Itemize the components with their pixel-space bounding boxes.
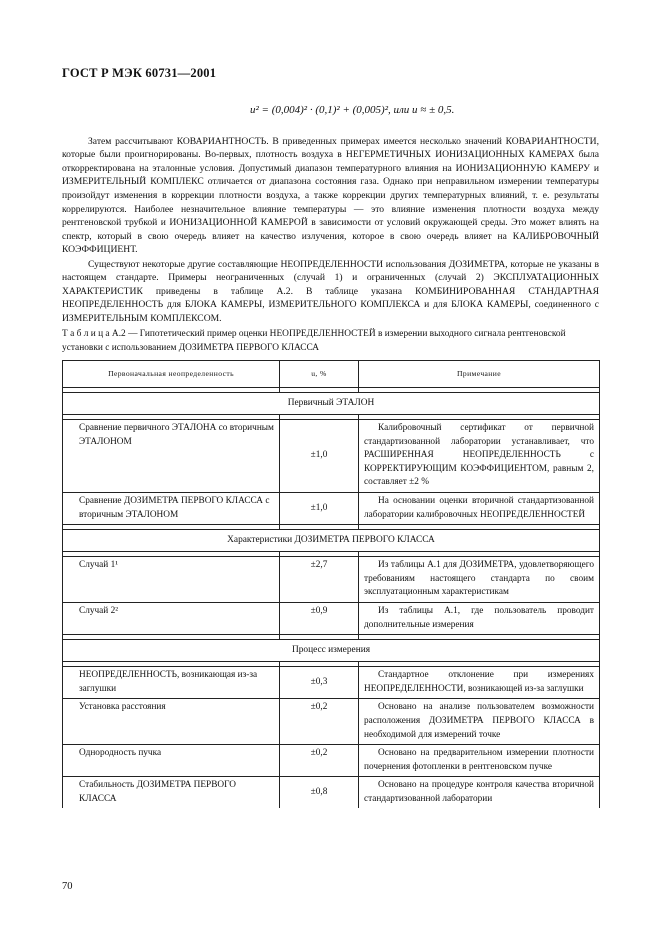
page-number: 70 [62,881,73,892]
table-row [63,420,600,493]
uncertainty-formula: u² = (0,004)² · (0,1)² + (0,005)², или u ≈ ± 0,5. [250,104,455,116]
row-name: Случай 1¹ [63,557,280,603]
header-initial-uncertainty: Первоначальная неопределенность [63,361,280,388]
row-name: Случай 2² [63,602,280,634]
table-header-row [63,361,600,388]
row-u-value: ±0,9 [280,602,359,634]
row-u-value: ±0,2 [280,699,359,745]
row-note: Основано на процедуре контроля качества вторичной стандартизованной лаборатории [359,777,600,809]
table-row [63,557,600,603]
row-note: Калибровочный сертификат от первичной стандартизованной лаборатории устанавливает, что РАСШИРЕННАЯ НЕОПРЕДЕЛЕННОСТЬ с КОРРЕКТИРУЮЩИМ КОЭФФИЦИЕНТОМ, равным 2, составляет ±2 % [359,420,600,493]
row-u-value: ±1,0 [280,492,359,524]
row-name: Стабильность ДОЗИМЕТРА ПЕРВОГО КЛАССА [63,777,280,809]
row-name: Однородность пучка [63,745,280,777]
table-caption: Т а б л и ц а А.2 — Гипотетический пример оценки НЕОПРЕДЕЛЕННОСТЕЙ в измерении выходного сигнала рентгеновской установки с использованием ДОЗИМЕТРА ПЕРВОГО КЛАССА [62,329,566,353]
row-note: Основано на предварительном измерении плотности почернения фотопленки в рентгеновском пучке [359,745,600,777]
row-u-value: ±1,0 [280,420,359,493]
row-name: Сравнение ДОЗИМЕТРА ПЕРВОГО КЛАССА с вторичным ЭТАЛОНОМ [63,492,280,524]
header-note: Примечание [359,361,600,388]
row-note: Основано на анализе пользователем возможности расположения ДОЗИМЕТРА ПЕРВОГО КЛАССА в необходимой для измерений точке [359,699,600,745]
row-u-value: ±2,7 [280,557,359,603]
table-row [63,492,600,524]
table-row [63,777,600,809]
section-row-measurement-process [63,640,600,662]
row-note: На основании оценки вторичной стандартизованной лаборатории калибровочных НЕОПРЕДЕЛЕННОСТЕЙ [359,492,600,524]
section-title: Характеристики ДОЗИМЕТРА ПЕРВОГО КЛАССА [63,530,600,552]
section-row-primary-standard [63,393,600,415]
paragraph-covariance: Затем рассчитывают КОВАРИАНТНОСТЬ. В приведенных примерах имеется несколько значений КОВАРИАНТНОСТИ, которые были проигнорированы. Во-первых, плотность воздуха в НЕГЕРМЕТИЧНЫХ ИОНИЗАЦИОННЫХ КАМЕРАХ была откорректирована на эталонные условия. Допустимый диапазон температурного влияния на ИОНИЗАЦИОННУЮ КАМЕРУ и ИЗМЕРИТЕЛЬНЫЙ КОМПЛЕКС отличается от диапазона состояния газа. Однако при неправильном измерении температуры произойдут изменения в коррекции плотности воздуха, а также коррекции других температурных влияний, т. е. результаты коррелируются. Наиболее незначительное влияние температуры — это влияние изменения плотности воздуха между рентгеновской трубкой и ИОНИЗАЦИОННОЙ КАМЕРОЙ в зависимости от условий окружающей среды. Это может влиять на спектр, который в свою очередь влияет на качество излучения, которое в свою очередь влияет на КАЛИБРОВОЧНЫЙ КОЭФФИЦИЕНТ. [62,135,599,256]
row-note: Стандартное отклонение при измерениях НЕОПРЕДЕЛЕННОСТИ, возникающей из-за заглушки [359,667,600,699]
paragraph-other-components: Существуют некоторые другие составляющие НЕОПРЕДЕЛЕННОСТИ использования ДОЗИМЕТРА, которые не указаны в настоящем стандарте. Примеры неограниченных (случай 1) и ограниченных (случай 2) ЭКСПЛУАТАЦИОННЫХ ХАРАКТЕРИСТИК приведены в таблице А.2. В таблице указана КОМБИНИРОВАННАЯ СТАНДАРТНАЯ НЕОПРЕДЕЛЕННОСТЬ для БЛОКА КАМЕРЫ, ИЗМЕРИТЕЛЬНОГО КОМПЛЕКСА и для БЛОКА КАМЕРЫ, соединенного с ИЗМЕРИТЕЛЬНЫМ КОМПЛЕКСОМ. [62,258,599,324]
row-u-value: ±0,3 [280,667,359,699]
row-name: Сравнение первичного ЭТАЛОНА со вторичным ЭТАЛОНОМ [63,420,280,493]
row-note: Из таблицы А.1, где пользователь проводит дополнительные измерения [359,602,600,634]
section-row-dosimeter-characteristics [63,530,600,552]
uncertainty-table [62,360,600,808]
table-row [63,699,600,745]
header-u-percent: u, % [280,361,359,388]
section-title: Процесс измерения [63,640,600,662]
row-name: НЕОПРЕДЕЛЕННОСТЬ, возникающая из-за заглушки [63,667,280,699]
row-note: Из таблицы А.1 для ДОЗИМЕТРА, удовлетворяющего требованиям настоящего стандарта по своим эксплуатационным характеристикам [359,557,600,603]
table-row [63,745,600,777]
table-row [63,602,600,634]
row-name: Установка расстояния [63,699,280,745]
table-row [63,667,600,699]
row-u-value: ±0,2 [280,745,359,777]
document-standard-header: ГОСТ Р МЭК 60731—2001 [62,66,217,80]
row-u-value: ±0,8 [280,777,359,809]
section-title: Первичный ЭТАЛОН [63,393,600,415]
